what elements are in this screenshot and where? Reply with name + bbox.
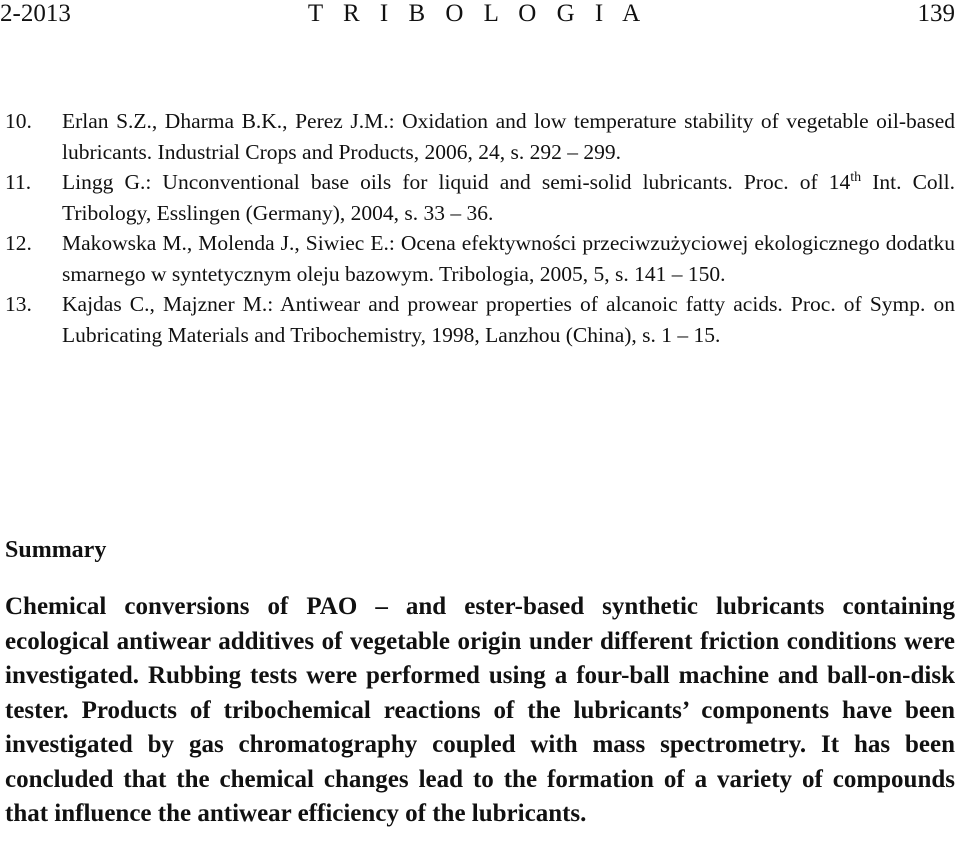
ordinal-superscript: th [850,170,862,185]
reference-item-11 [5,167,955,228]
reference-number: 10. [5,109,32,133]
summary-heading: Summary [5,537,107,563]
reference-item-12 [5,228,955,289]
reference-number: 13. [5,292,32,316]
reference-number: 12. [5,231,32,255]
issue-number: 2-2013 [0,0,71,27]
page-number: 139 [917,0,955,27]
journal-title: T R I B O L O G I A [307,0,648,27]
reference-text-part: Lingg G.: Unconventional base oils for liquid and semi-solid lubricants. Proc. of 14 [62,170,851,194]
reference-text [62,167,955,228]
reference-item-13 [5,289,955,350]
reference-number: 11. [5,170,32,194]
reference-item-10 [5,106,955,167]
reference-text: Kajdas C., Majzner M.: Antiwear and prowear properties of alcanoic fatty acids. Proc. of Symp. on Lubricating Materials and Tribochemistry, 1998, Lanzhou (China), s. 1 – 15. [62,292,955,347]
reference-text: Erlan S.Z., Dharma B.K., Perez J.M.: Oxidation and low temperature stability of vegetable oil-based lubricants. Industrial Crops and Products, 2006, 24, s. 292 – 299. [62,109,955,164]
running-header [0,0,955,30]
reference-text-part: Int. Coll. Tribology, Esslingen (Germany), 2004, s. 33 – 36. [62,170,955,225]
reference-text: Makowska M., Molenda J., Siwiec E.: Ocena efektywności przeciwzużyciowej ekologicznego dodatku smarnego w syntetycznym oleju bazowym. Tribologia, 2005, 5, s. 141 – 150. [62,231,955,286]
reference-list [5,106,955,350]
summary-paragraph: Chemical conversions of PAO – and ester-based synthetic lubricants containing ecological antiwear additives of vegetable origin under different friction conditions were investigated. Rubbing tests were performed using a four-ball machine and ball-on-disk tester. Products of tribochemical reactions of the lubricants’ components have been investigated by gas chromatography coupled with mass spectrometry. It has been concluded that the chemical changes lead to the formation of a variety of compounds that influence the antiwear efficiency of the lubricants. [5,593,955,827]
